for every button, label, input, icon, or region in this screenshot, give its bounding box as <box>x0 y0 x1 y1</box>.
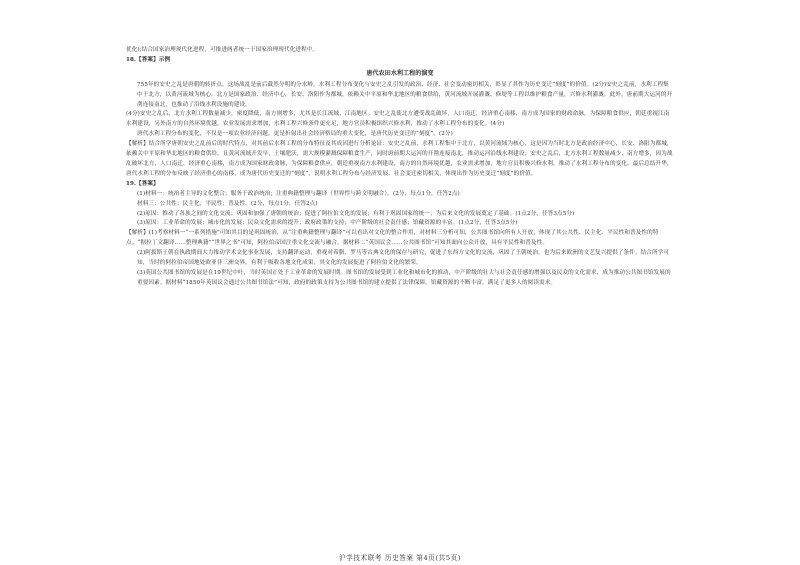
text-paragraph: 【解析】(1)考察材料一“一系列措施”可知其目的是巩固统治，从“注重典籍整理与翻译”可以看出对文化的整合作用，对材料三分析可知，公共图书馆向所有人开放，体现了其公共性、民主化、平民性和普及性的特点。“据拉丁文翻译……整理典籍”“世界之书”可知，阿拉伯帝国注重文化交流与融合，据材料二“英国议会……公共图书馆”可知其面向公众开放，具有平民性和普及性。 <box>126 230 659 247</box>
text-paragraph: (3)原因：工业革命的发展；城市化的发展；民众文化需求的提升；政府政策的支持；中产阶级的社会责任感；馆藏资源的丰富。(1点2分，任答3点5分) <box>137 220 518 227</box>
text-paragraph: (4分)安史之乱后，北方水利工程数量减少，密度降低，南方则增多，尤其是长江流域、江南地区。安史之乱使北方遭受战乱破坏，人口南迁，经济重心南移，南方成为国家的财政命脉，为保障粮食供应，朝廷重视江南水利建设，另外南方的自然环境优越，农业发展需求增加，水利工程兴修条件更充足，地方官员积极组织兴修水利，推动了水利工程分布的变化。(4分) <box>126 111 670 128</box>
text-paragraph: 【解析】结合所学唐朝安史之乱前后的时代特点，对其前后水利工程的分布特征及其成因进行分析论证：安史之乱前，水利工程集中于北方，以黄河流域为核心，这是因为当时北方是政治经济中心，长安、洛阳为都城，依赖关中平原和华北地区的粮食供给，且黄河流域开发早，土壤肥沃，需大规模灌溉保障粮食生产，同时唐前期大运河的开凿连接南北，推动运河沿线水利建设；安史之乱后，北方水利工程数量减少，南方增多，因为战乱破坏北方，人口南迁，经济重心南移，南方成为国家财政命脉，为保障粮食供应，朝廷重视南方水利建设，南方的自然环境优越，农业需求增加，地方官员积极兴修水利，推动了水利工程分布的变化。最后总结升华，唐代水利工程的分布反映了经济重心的南移，成为唐代历史变迁的“刻度”，说明水利工程分布与经济发展、社会变迁密切相关，体现出作为历史变迁“刻度”的价值。 <box>126 141 673 177</box>
page-footer: 沪学技术联考 历史答案 第4页(共5页) <box>338 554 462 562</box>
text-paragraph: (1)材料一：统治者主导的文化整合；服务于政治统治；注重典籍整理与翻译（世界性与跨文明融合）。(2分，每点1分，任答2点) <box>137 190 460 197</box>
text-paragraph: (2)阿拔斯王朝在执政期间大力推动学术文化事业发展，支持翻译运动，重视对希腊、罗马等古典文化的保存与研究，促进了东西方文化的交流，巩固了王朝统治，也为后来欧洲的文艺复兴提供了条件。结合所学可知，当时的阿拉伯帝国地处欧亚非三洲交界，有利于吸收各地文化成果，其文化的发展促进了阿拉伯文化的繁荣。 <box>137 250 670 267</box>
answer-content <box>126 46 674 289</box>
text-paragraph: 19.【答案】 <box>126 180 159 187</box>
text-paragraph: 唐代水利工程分布的变化，不仅是一项农业经济问题，更是折射出社会经济格局的重大变化，是唐代历史变迁的“刻度”。(2分) <box>137 131 453 138</box>
text-paragraph: (3)英国公共图书馆的发展是在19世纪中叶，当时英国正处于工业革命的发展时期。图书馆的发展受到工业化和城市化的推动，中产阶级的壮大与社会责任感的增强以及民众的文化需求，成为推动公共图书馆发展的重要因素。据材料“1850年英国议会通过公共图书馆法”可知，政府的政策支持为公共图书馆的建立提供了法律保障，馆藏资源的不断丰富，满足了更多人的阅读需求。 <box>137 269 671 286</box>
text-paragraph: (2)原因：推动了各族之间的文化交流；巩固和加强了唐朝的统治；促进了阿拉伯文化的发展；有利于巩固国家的统一；为后来文化的发展奠定了基础。(1点2分，任答3点5分) <box>137 210 575 217</box>
text-paragraph: 优化);结合国家治理现代化进程，可推进两者统一于国家治理现代化进程中。 <box>126 47 319 53</box>
text-paragraph: 材料三：公共性；民主化；平民性；普及性。(2分，每点1分，任答2点) <box>137 200 318 207</box>
text-paragraph: 755年的安史之乱是唐朝的转折点，这场战乱是前后截然分明的分水岭。水利工程分布变化与安史之乱引发的政治、经济、社会变动密切相关，彰显了其作为历史变迁“刻度”的价值。(2分)安史之乱前，水利工程集中于北方，以黄河流域为核心。北方是国家政治、经济中心，长安、洛阳作为都城，依赖关中平原和华北地区的粮食供给，黄河流域开展灌溉、修堤等工程以维护粮食产量，兴修水利灌溉。此外，唐前期大运河的开凿连接南北，也推动了沿线水利设施的建设。 <box>137 81 673 108</box>
text-paragraph: 18.【答案】示例 <box>126 56 171 63</box>
section-title: 唐代农田水利工程的演变 <box>366 69 434 77</box>
